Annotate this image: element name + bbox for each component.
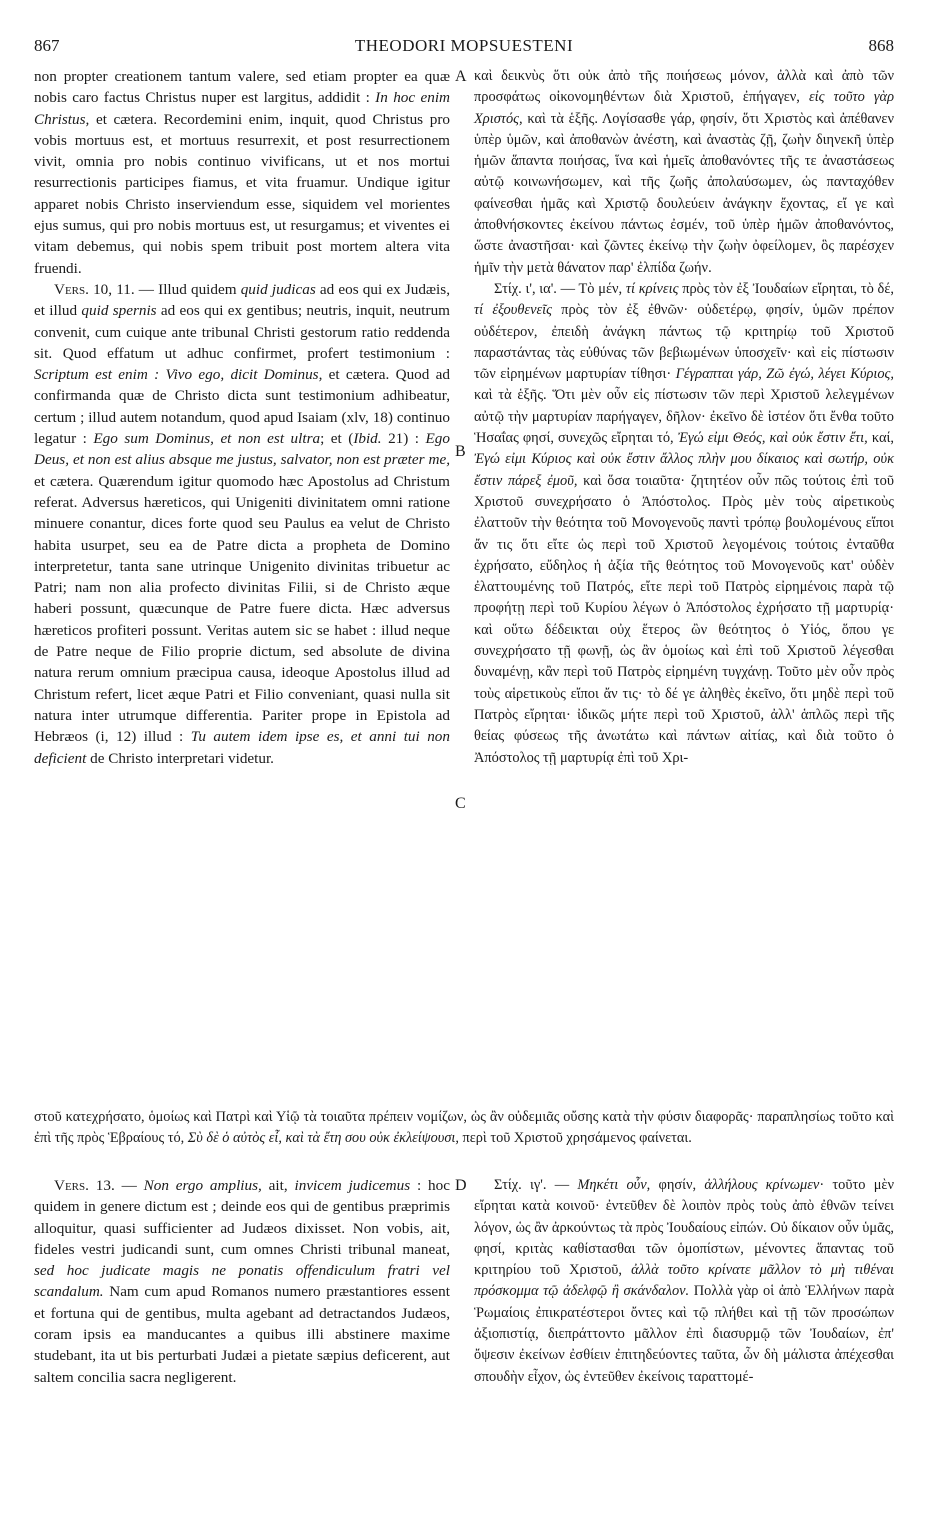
verse-label: Στίχ. ιγ'. xyxy=(494,1177,547,1193)
latin-column-bottom xyxy=(34,1175,450,1388)
page-number-right: 868 xyxy=(868,36,894,55)
greek-column-top xyxy=(474,66,894,769)
page-number-left: 867 xyxy=(34,36,60,55)
latin-column-top xyxy=(34,66,450,769)
greek-paragraph-verse: Στίχ. ι', ια'. — Τὸ μέν, τί κρίνεις πρὸς τὸν ἐξ Ἰουδαίων εἴρηται, τὸ δέ, τί ἐξουθενεῖς πρὸς τὸν ἐξ ἐθνῶν· οὐδετέρῳ, φησίν, ὑμῶν πρέπον οὐδέτερον, ἐπειδὴ ἀνάγκη πάντως τῷ κριτηρίῳ τοῦ Χριστοῦ παραστάντας τὰς εὐθύνας τῶν βεβιωμένων ὑποσχεῖν· καὶ εἰς πίστωσιν τῶν εἰρημένων μαρτυρίαν τίθησι· Γέγραπται γάρ, Ζῶ ἐγώ, λέγει Κύριος, καὶ τὰ ἑξῆς. Ὅτι μὲν οὖν εἰς πίστωσιν τῶν περὶ Χριστοῦ λελεγμένων αὐτῷ τὴν μαρτυρίαν παρήγαγεν, δῆλον· ἐκεῖνο δὲ ἰστέον ὅτι ἔνθα τοῦτο Ἡσαΐας φησί, συνεχῶς εἴρηται τό, Ἐγώ εἰμι Θεός, καὶ οὐκ ἔστιν ἔτι, καί, Ἐγώ εἰμι Κύριος καὶ οὐκ ἔστιν ἄλλος πλὴν μου δίκαιος καὶ σωτήρ, οὐκ ἔστιν πάρεξ ἐμοῦ, καὶ ὅσα τοιαῦτα· ζητητέον οὖν πῶς τούτοις ἐπὶ τοῦ Χριστοῦ συνεχρήσατο ὁ Ἀπόστολος. Πρὸς μὲν τοὺς αἱρετικοὺς ἐλαττοῦν τὴν θεότητα τοῦ Μονογενοῦς παντὶ τρόπῳ βουλομένους εἴποι ἄν τις ὅτι εἴτε ὡς περὶ τοῦ Χριστοῦ λεγομένοις τούτοις ἐνταῦθα ἐχρήσατο, εὔδηλος ἡ ἀξία τῆς θεότητος τοῦ Μονογενοῦς κατ' οὐδὲν ἐλαττουμένης τοῦ Πατρός, εἴτε περὶ τοῦ Πατρὸς εἰρημένοις παρὰ τῷ προφήτῃ περὶ τοῦ Κυρίου λέγων ὁ Ἀπόστολος ἐχρήσατο τῇ μαρτυρίᾳ· καὶ οὕτω δέδεικται οὐχ ἕτερος ὢν θεότητος ὁ Υἱός, ὅπου γε συνεχρήσατο τῇ φωνῇ, ὡς ἂν ὁμοίως καὶ ἐπὶ τοῦ Χριστοῦ λέγεσθαι δυναμένῃ, κἂν περὶ τοῦ Πατρὸς εἰρημένη τυγχάνῃ. Τοῦτο μὲν οὖν πρὸς τοὺς αἱρετικοὺς εἴποι ἄν τις· τὸ δέ γε ἀληθὲς ἐκεῖνο, ὅτι μηδὲ περὶ τοῦ Πατρὸς εἴρηται· ἰδικῶς μήτε περὶ τοῦ Χριστοῦ, ἀλλ' ἁπλῶς περὶ τῆς θείας φύσεως τῆς ἀνωτάτω καὶ πάντων αἰτίας, καὶ διὰ τοῦτο ὁ Ἀπόστολος τῇ μαρτυρίᾳ ἐπὶ τοῦ Χρι- xyxy=(474,280,895,766)
margin-marker-c: C xyxy=(455,795,466,812)
margin-marker-a: A xyxy=(455,68,467,85)
running-title: THEODORI MOPSUESTENI xyxy=(354,36,574,55)
margin-marker-b: B xyxy=(455,443,466,460)
margin-marker-d: D xyxy=(455,1177,467,1194)
verse-label: Vers. 10, 11. xyxy=(54,280,135,298)
latin-paragraph-verse: Vers. 10, 11. — Illud quidem quid judicas ad eos qui ex Judæis, et illud quid spernis ad eos qui ex gentibus; neutris, inquit, neutrum convenit, cum cuique ante tribunal Christi gestorum ratio reddenda sit. Quod effatum ut adhuc confirmet, profert testimonium : Scriptum est enim : Vivo ego, dicit Dominus, et cætera. Quod ad confirmanda quæ de Christo dicta sunt testimonium adhibeatur, certum ; illud autem notandum, quod apud Isaiam (xlv, 18) continuo legatur : Ego sum Dominus, et non est ultra; et (Ibid. 21) : Ego Deus, et non est alius absque me justus, salvator, non est præter me, et cætera. Quærendum igitur quomodo hæc Apostolus ad Christum referat. Adversus hæreticos, qui Unigeniti divinitatem omni ratione minuere conantur, dices forte quod seu Paulus ea velut de Christo habita usurpet, seu ea de Patre dicta a propheta de Domino interpretetur, tanta sane utrinque Unigenito divinitas tribuetur ac Patri; nam non alia profecto divinitas Filii, si de Christo æque haberi possunt, quæcunque de Patre fuere dicta. Hæc adversus hæreticos profiteri possunt. Veritas autem sic se habet : illud neque de Patre neque de Filio proprie dictum, sed absolute de divina natura rerum omnium præcipua causa, ideoque Apostolus illud ad Christum refert, licet æque Patri et Filio conveniant, quasi nulla sit natura inter utrumque differentia. Pariter prope in Epistola ad Hebræos (i, 12) illud : Tu autem idem ipse es, et anni tui non deficient de Christo interpretari videtur. xyxy=(34,280,450,767)
greek-spanning-lines: στοῦ κατεχρήσατο, ὁμοίως καὶ Πατρὶ καὶ Υἱῷ τὰ τοιαῦτα πρέπειν νομίζων, ὡς ἂν οὐδεμιᾶς οὔσης κατὰ τὴν φύσιν διαφορᾶς· παραπλησίως τοῦτο καὶ ἐπὶ τῆς πρὸς Ἑβραίους τό, Σὺ δὲ ὁ αὐτὸς εἶ, καὶ τὰ ἔτη σου οὐκ ἐκλείψουσι, περὶ τοῦ Χριστοῦ χρησάμενος φαίνεται. xyxy=(34,1109,894,1147)
greek-paragraph-verse-13: Στίχ. ιγ'. — Μηκέτι οὖν, φησίν, ἀλλήλους κρίνωμεν· τοῦτο μὲν εἴρηται κατὰ κοινοῦ· ἐντεῦθεν δὲ λοιπὸν πρὸς τοὺς ἀπὸ ἐθνῶν τείνει λόγον, ὡς ἂν ἀρκούντως τὰ πρὸς Ἰουδαίους εἰπών. Οὐ δίκαιον οὖν ὑμᾶς, φησί, κριτὰς καθίστασθαι τῶν ὁμοπίστων, μένοντες ἅπαντας τοῦ κριτηρίου τοῦ Χριστοῦ, ἀλλὰ τοῦτο κρίνατε μᾶλλον τὸ μὴ τιθέναι πρόσκομμα τῷ ἀδελφῷ ἢ σκάνδαλον. Πολλὰ γὰρ οἱ ἀπὸ Ἑλλήνων παρὰ Ῥωμαίοις ἐπικρατέστεροι ὄντες καὶ τῷ πλήθει καὶ τῇ τῶν προσώπων ἀξιοπιστίᾳ, διεπράττοντο μᾶλλον ἐπὶ διασυρμῷ τῶν Ἰουδαίων, ἐπ' ὄψεσιν ἐκείνων ἐσθίειν ἐπιτηδεύοντες ταῦτα, ὧν δὴ μάλιστα ἀπέχεσθαι σπουδὴν εἶχον, ὡς ἐντεῦθεν ἐκείνοις ταραττομέ- xyxy=(474,1177,894,1385)
greek-paragraph: καὶ δεικνὺς ὅτι οὐκ ἀπὸ τῆς ποιήσεως μόνον, ἀλλὰ καὶ ἀπὸ τῶν προσφάτως οἰκονομηθέντων διὰ Χριστοῦ, ἐπήγαγεν, εἰς τοῦτο γὰρ Χριστός, καὶ τὰ ἑξῆς. Λογίσασθε γάρ, φησίν, ὅτι Χριστὸς καὶ ἀπέθανεν ὑπὲρ ὑμῶν, καὶ ἀποθανὼν ἀνέστη, καὶ ἀναστὰς ζῇ, ζωὴν διηνεκῆ ὑπὲρ ἡμῶν ἅπαντα ποιήσας, ἵνα καὶ ἡμεῖς ἀποθανόντες τῆς τε ἀναστάσεως αὐτῷ κοινωνήσωμεν, καὶ τῆς ζωῆς ἀπολαύσωμεν, ὡς πανταχόθεν φαίνεσθαι ἡμᾶς καὶ Χριστῷ δουλεύειν ἀνάγκην ἔχοντας, εἴ γε καὶ ἀποθνήσκοντες ἐκείνου πάντως ἐσμέν, τοῦ ὑπὲρ ἡμῶν ἀποθανόντος, ὥστε ἀναστῆσαι· καὶ ζῶντες ἐκείνῳ τὴν ζωὴν ὀφείλομεν, ὃς παρέσχεν ἡμῖν τὴν μετὰ θάνατον παρ' ἐλπίδα ζωήν. xyxy=(474,68,894,276)
latin-paragraph-verse-13: Vers. 13. — Non ergo amplius, ait, invicem judicemus : hoc quidem in genere dictum est ; deinde eos qui de gentibus præprimis alloquitur, quasi sufficienter ad Judæos dixisset. Non vobis, ait, fideles vestri judicandi sunt, cum omnes Christi tribunal maneat, sed hoc judicate magis ne ponatis offendiculum fratri vel scandalum. Nam cum apud Romanos numero præstantiores essent et fortuna qui de gentibus, multa agebant ad detractandos Judæos, coram ipsis ea manducantes a quibus illi abstinere maxime studebant, ita ut bis perturbati Judæi a pietate sæpius deficerent, aut saltem concilia sacra negligerent. xyxy=(34,1177,450,1386)
greek-column-bottom xyxy=(474,1175,894,1388)
verse-label: Vers. 13. xyxy=(54,1177,115,1194)
latin-paragraph: non propter creationem tantum valere, sed etiam propter ea quæ nobis caro factus Christus nuper est largitus, addidit : In hoc enim Christus, et cætera. Recordemini enim, inquit, quod Christus pro vobis mortuus est, et mortuus resurrexit, et post resurrectionem vivit, omnia pro nobis continuo vivificans, ut et nos mortui resurrectionis participes fiamus, et vita fruamur. Undique igitur apparet nobis Christo inserviendum esse, siquidem vel morientes ejus sumus, qui pro nobis mortuus est, ut resurgamus; et viventes ei vitam debemus, qui nobis spem tribuit post mortem altera vita fruendi. xyxy=(34,68,451,277)
verse-label: Στίχ. ι', ια'. xyxy=(494,280,557,297)
running-header xyxy=(34,36,894,62)
